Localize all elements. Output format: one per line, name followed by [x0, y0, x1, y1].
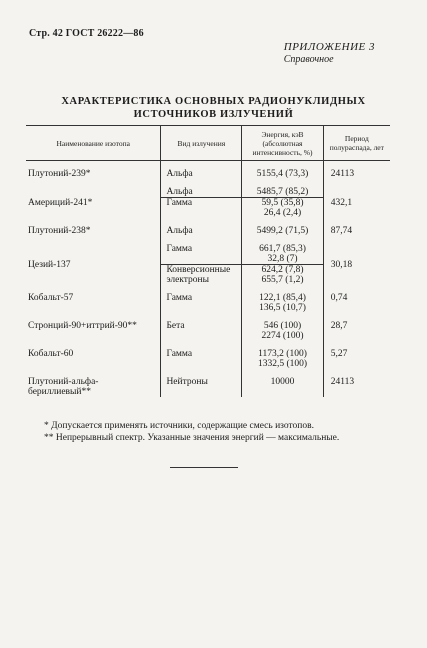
spacer-cell: [161, 179, 242, 187]
spacer-cell: [242, 236, 323, 244]
spacer-cell: [242, 313, 323, 321]
spacer-cell: [26, 313, 161, 321]
energy-value: 661,7 (85,3): [259, 244, 306, 254]
table-header-row: [26, 126, 390, 161]
spacer-cell: [26, 236, 161, 244]
table-spacer-row: [26, 341, 390, 349]
energy-value: 655,7 (1,2): [261, 275, 304, 285]
energy-cell: [242, 349, 323, 369]
radiation-type: Альфа: [161, 169, 242, 179]
column-header-isotope: Наименование изотопа: [26, 126, 161, 161]
energy-cell: [242, 198, 323, 219]
spacer-cell: [323, 285, 390, 293]
spacer-cell: [242, 341, 323, 349]
table-row: [26, 293, 390, 313]
appendix-title: ПРИЛОЖЕНИЕ 3: [283, 41, 375, 53]
footnote-2: ** Непрерывный спектр. Указанные значения энергий — максимальные.: [44, 433, 340, 443]
spacer-cell: [242, 161, 323, 170]
document-title-line-1: ХАРАКТЕРИСТИКА ОСНОВНЫХ РАДИОНУКЛИДНЫХ: [61, 96, 366, 107]
energy-value: 26,4 (2,4): [263, 208, 302, 218]
energy-value: 10000: [270, 377, 295, 387]
spacer-cell: [161, 161, 242, 170]
radiation-type: Альфа: [161, 226, 242, 236]
table-row: [26, 377, 390, 397]
spacer-cell: [323, 218, 390, 226]
table-spacer-row: [26, 236, 390, 244]
spacer-cell: [161, 218, 242, 226]
table-row: [26, 321, 390, 341]
table-spacer-row: [26, 285, 390, 293]
radiation-type: Гамма: [161, 198, 242, 219]
spacer-cell: [323, 161, 390, 170]
spacer-cell: [26, 341, 161, 349]
isotope-name: Стронций-90+иттрий-90**: [28, 321, 137, 331]
half-life: 30,18: [323, 244, 390, 285]
spacer-cell: [323, 341, 390, 349]
spacer-cell: [26, 285, 161, 293]
radiation-type: Гамма: [161, 244, 242, 265]
column-header-half-life: Период полураспада, лет: [323, 126, 390, 161]
energy-value: 1332,5 (100): [257, 359, 308, 369]
table-row: [26, 169, 390, 179]
document-title: [0, 95, 427, 121]
spacer-cell: [26, 369, 161, 377]
table-row: [26, 226, 390, 236]
energy-value: 1173,2 (100): [258, 349, 307, 359]
table-spacer-row: [26, 179, 390, 187]
half-life: 432,1: [323, 187, 390, 218]
document-title-line-2: ИСТОЧНИКОВ ИЗЛУЧЕНИЙ: [133, 109, 294, 120]
energy-cell: [242, 226, 323, 236]
spacer-cell: [161, 341, 242, 349]
isotope-name: Плутоний-альфа-бериллиевый**: [28, 377, 99, 397]
half-life: 24113: [323, 377, 390, 397]
energy-cell: [242, 169, 323, 179]
energy-value: 122,1 (85,4): [259, 293, 306, 303]
spacer-cell: [26, 161, 161, 170]
footnote-1: * Допускается применять источники, содержащие смесь изотопов.: [44, 421, 314, 431]
spacer-cell: [242, 285, 323, 293]
spacer-cell: [161, 313, 242, 321]
energy-value: 2274 (100): [261, 331, 304, 341]
energy-cell: [242, 293, 323, 313]
spacer-cell: [323, 236, 390, 244]
isotope-name: Америций-241*: [28, 197, 93, 208]
spacer-cell: [323, 313, 390, 321]
appendix-subtitle: Справочное: [283, 54, 334, 65]
isotope-name: Цезий-137: [28, 259, 71, 270]
footer-rule: [170, 467, 238, 468]
isotope-name: Кобальт-57: [28, 293, 74, 303]
table-row: [26, 349, 390, 369]
page-header: Стр. 42 ГОСТ 26222—86: [29, 28, 144, 39]
isotope-name: Кобальт-60: [28, 349, 74, 359]
table-spacer-row: [26, 313, 390, 321]
spacer-cell: [323, 369, 390, 377]
radiation-type: Конверсионные электроны: [161, 265, 242, 286]
energy-cell: [242, 265, 323, 286]
table-row: [26, 187, 390, 198]
energy-value: 136,5 (10,7): [259, 303, 306, 313]
appendix-label: [284, 41, 375, 65]
table-spacer-row: [26, 218, 390, 226]
table-body: [26, 161, 390, 398]
energy-value: 5485,7 (85,2): [256, 187, 309, 197]
energy-cell: [242, 187, 323, 198]
energy-value: 59,5 (35,8): [261, 198, 304, 208]
spacer-cell: [242, 369, 323, 377]
energy-value: 5155,4 (73,3): [256, 169, 309, 179]
column-header-radiation: Вид излучения: [161, 126, 242, 161]
table-spacer-row: [26, 369, 390, 377]
radiation-type: Бета: [161, 321, 242, 341]
spacer-cell: [323, 179, 390, 187]
energy-value: 546 (100): [263, 321, 302, 331]
table-spacer-row: [26, 161, 390, 170]
energy-cell: [242, 377, 323, 397]
half-life: 24113: [323, 169, 390, 179]
table-row: [26, 244, 390, 265]
spacer-cell: [161, 285, 242, 293]
energy-value: 32,8 (7): [267, 254, 298, 264]
spacer-cell: [161, 236, 242, 244]
radiation-type: Гамма: [161, 349, 242, 369]
isotope-table: [26, 125, 390, 397]
spacer-cell: [242, 218, 323, 226]
column-header-energy: Энергия, кэВ (абсолютная интенсивность, %): [242, 126, 323, 161]
energy-value: 5499,2 (71,5): [256, 226, 309, 236]
energy-cell: [242, 244, 323, 265]
spacer-cell: [26, 179, 161, 187]
half-life: 28,7: [323, 321, 390, 341]
energy-value: 624,2 (7,8): [261, 265, 304, 275]
spacer-cell: [161, 369, 242, 377]
radiation-type: Нейтроны: [161, 377, 242, 397]
footnotes: [44, 420, 339, 444]
half-life: 87,74: [323, 226, 390, 236]
isotope-name: Плутоний-239*: [28, 169, 91, 179]
half-life: 5,27: [323, 349, 390, 369]
half-life: 0,74: [323, 293, 390, 313]
energy-cell: [242, 321, 323, 341]
radiation-type: Альфа: [161, 187, 242, 198]
spacer-cell: [242, 179, 323, 187]
radiation-type: Гамма: [161, 293, 242, 313]
isotope-name: Плутоний-238*: [28, 226, 91, 236]
spacer-cell: [26, 218, 161, 226]
